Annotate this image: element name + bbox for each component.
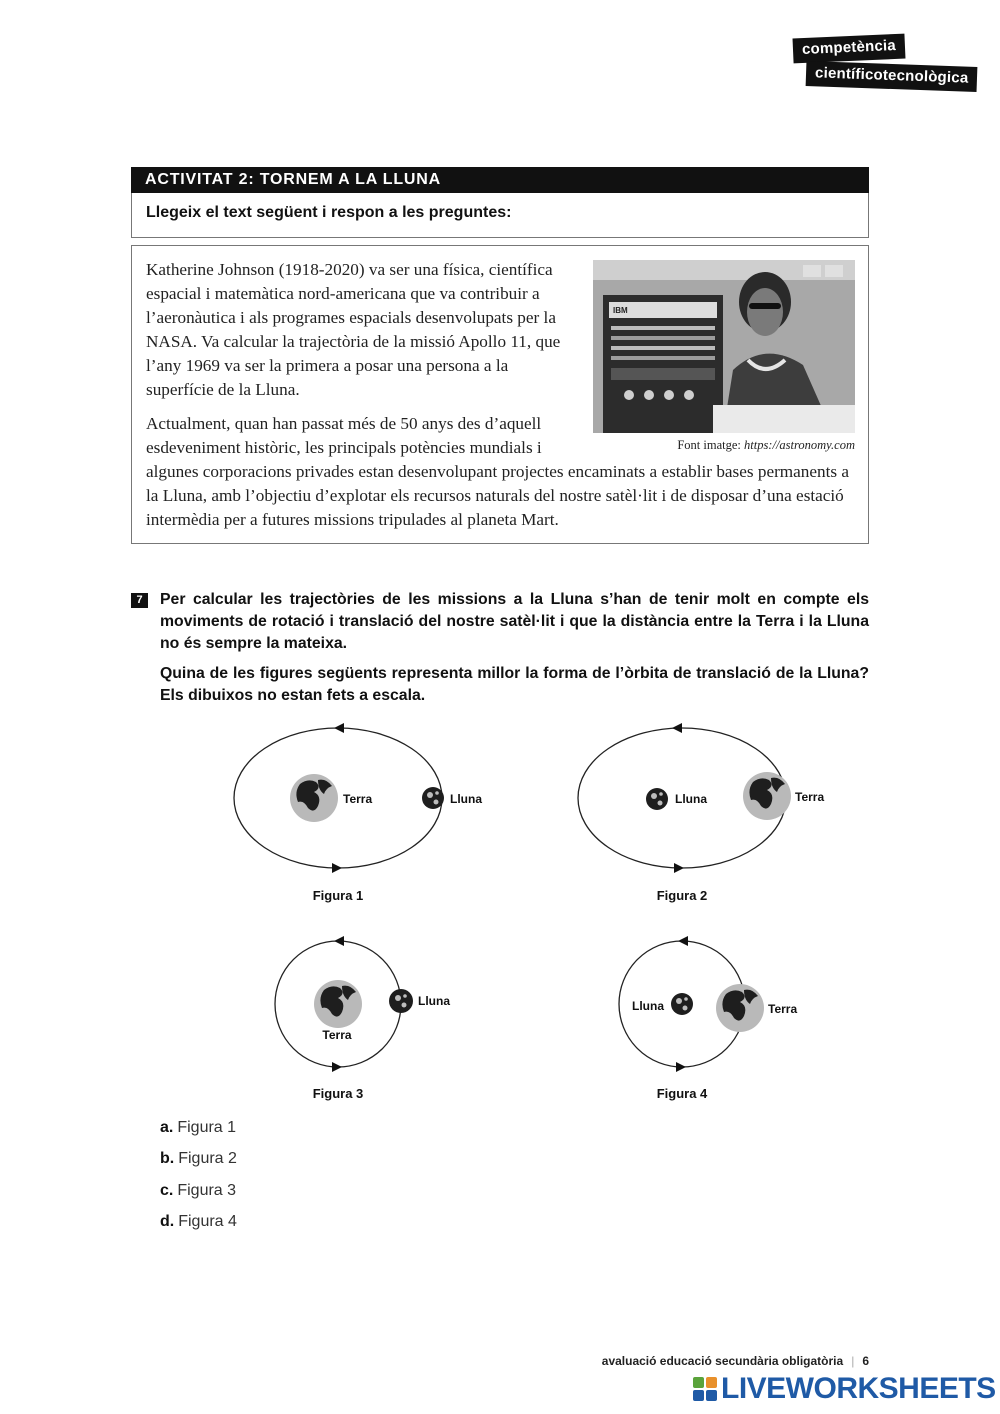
option-text: Figura 2	[178, 1150, 237, 1168]
figure-2-arrow-top	[672, 723, 682, 733]
option-letter: d.	[160, 1212, 175, 1230]
reading-paragraph-2: Actualment, quan han passat més de 50 anys des d’aquell esdeveniment històric, les principals potències mundials i algunes corporacions privades estan desenvolupant projectes encaminats a establir bases permanents a la Lluna, amb l’objectiu d’explotar els recursos naturals del nostre satèl·lit i de disposar d’una estació intermèdia per a futures missions tripulades al planeta Mart.	[146, 414, 850, 529]
figure-4-earth-label: Terra	[768, 1002, 798, 1016]
option-letter: a.	[160, 1119, 174, 1136]
figure-4-moon	[671, 993, 693, 1015]
figure-1-arrow-top	[334, 723, 344, 733]
reading-paragraph-1: Katherine Johnson (1918-2020) va ser una física, científica espacial i matemàtica nord-americana que va contribuir a l’aeronàutica i als programes espacials desenvolupats per la NASA. Va calcular la trajectòria de la missió Apollo 11, que l’any 1969 va ser la primera a posar una persona a la superfície de la Lluna.	[146, 260, 561, 399]
footer-separator: |	[851, 1354, 855, 1368]
figure-2-arrow-bottom	[674, 863, 684, 873]
caption-source: https://astronomy.com	[744, 438, 855, 452]
footer-text: avaluació educació secundària obligatòria	[601, 1354, 844, 1368]
figure-4-moon-label: Lluna	[632, 999, 664, 1013]
figure-3-earth-label: Terra	[322, 1028, 352, 1042]
figure-4-arrow-bottom	[676, 1062, 686, 1072]
figure-3-arrow-top	[334, 936, 344, 946]
competency-tag: competència	[793, 34, 906, 64]
liveworksheets-icon	[693, 1377, 717, 1401]
figure-4-label: Figura 4	[656, 1086, 708, 1101]
figure-3-label: Figura 3	[312, 1086, 364, 1101]
svg-text:IBM: IBM	[613, 306, 628, 315]
option-text: Figura 3	[177, 1181, 237, 1199]
competency-subtag: científicotecnològica	[806, 61, 978, 92]
figure-2-label: Figura 2	[656, 888, 708, 903]
option-letter: c.	[160, 1181, 174, 1199]
figure-1-moon-label: Lluna	[450, 792, 482, 806]
activity-title: ACTIVITAT 2: TORNEM A LA LLUNA	[131, 167, 869, 193]
figure-2-earth	[743, 772, 791, 820]
option-text: Figura 4	[178, 1212, 237, 1230]
figure-2-moon-label: Lluna	[675, 792, 707, 806]
figure-3-moon	[389, 989, 413, 1013]
figure-1-moon	[422, 787, 444, 809]
liveworksheets-wordmark: LIVEWORKSHEETS	[721, 1372, 996, 1405]
option-c[interactable]	[160, 1182, 237, 1213]
answer-options	[160, 1119, 237, 1244]
figure-3-arrow-bottom	[332, 1062, 342, 1072]
question-number: 7	[131, 593, 148, 608]
figure-3-earth	[314, 980, 362, 1028]
figure-1-earth-label: Terra	[343, 792, 373, 806]
liveworksheets-logo[interactable]	[693, 1373, 996, 1405]
figure-2	[578, 723, 824, 903]
option-letter: b.	[160, 1150, 175, 1168]
figure-2-moon	[646, 788, 668, 810]
option-d[interactable]	[160, 1213, 237, 1244]
figure-3	[275, 936, 450, 1101]
figure-4	[619, 936, 797, 1101]
figure-1-arrow-bottom	[332, 863, 342, 873]
figure-1-label: Figura 1	[312, 888, 364, 903]
figure-2-earth-label: Terra	[795, 790, 825, 804]
figure-1-earth	[290, 774, 338, 822]
option-text: Figura 1	[177, 1119, 237, 1136]
activity-instruction: Llegeix el text següent i respon a les preguntes:	[131, 193, 869, 238]
option-a[interactable]	[160, 1119, 237, 1150]
figure-3-moon-label: Lluna	[418, 994, 450, 1008]
figure-1	[234, 723, 482, 903]
question-prompt: Quina de les figures següents representa millor la forma de l’òrbita de translació de la Lluna? Els dibuixos no estan fets a escala.	[160, 665, 869, 704]
figure-4-arrow-top	[678, 936, 688, 946]
figure-4-earth	[716, 984, 764, 1032]
page-footer	[602, 1354, 869, 1368]
page-number: 6	[862, 1354, 869, 1368]
question-context: Per calcular les trajectòries de les missions a la Lluna s’han de tenir molt en compte els moviments de rotació i translació del nostre satèl·lit i que la distància entre la Terra i la Lluna no és sempre la mateixa.	[160, 591, 869, 652]
option-b[interactable]	[160, 1150, 237, 1181]
caption-prefix: Font imatge:	[677, 438, 744, 452]
